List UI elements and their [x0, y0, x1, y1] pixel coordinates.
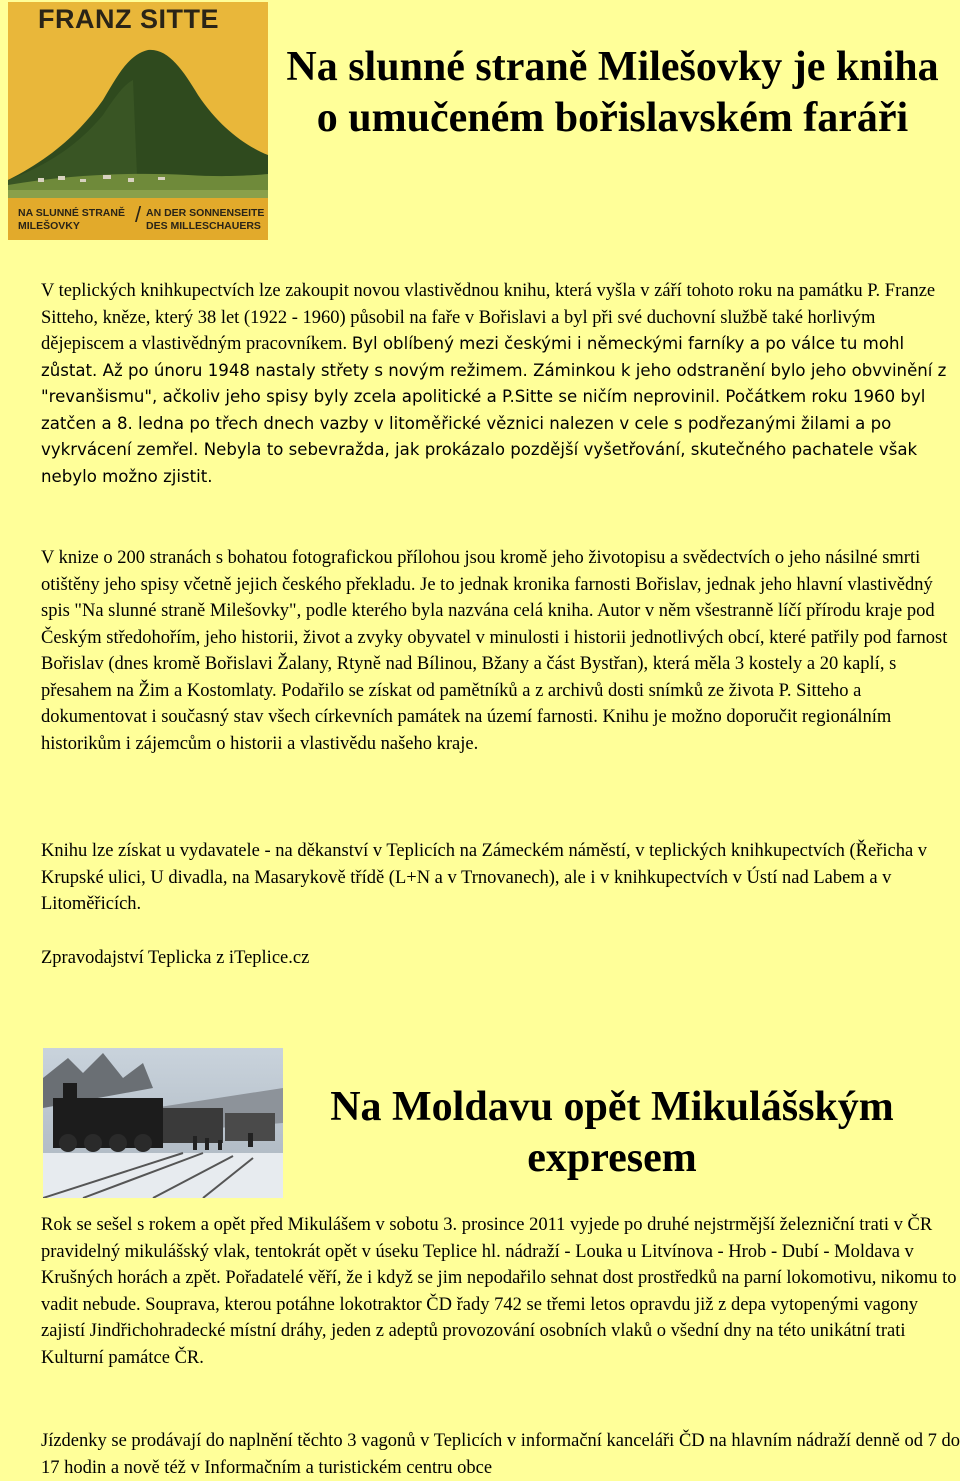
- cover-subtitle-de-line1: AN DER SONNENSEITE: [146, 207, 265, 219]
- article-title-moldava: Na Moldavu opět Mikulášským expresem: [330, 1084, 894, 1181]
- article-title-milesovka: Na slunné straně Milešovky je kniha o umučeném bořislavském faráři: [286, 44, 939, 141]
- article1-paragraph-2: V knize o 200 stranách s bohatou fotografickou přílohou jsou kromě jeho životopisu a svědectvích o jeho násilné smrti otištěny jeho spisy včetně jejich českého překladu. Je to jednak kronika farnosti Bořislav, jednak jeho hlavní vlastivědný spis "Na slunné straně Milešovky", podle kterého byla nazvána celá kniha. Autor v něm všestranně líčí přírodu kraje pod Českým středohořím, jeho historii, život a zvyky obyvatel v minulosti i historii jednotlivých obcí, které patřily pod farnost Bořislav (dnes kromě Bořislavi Žalany, Rtyně nad Bílinou, Bžany a část Bystřan), která měla 3 kostely a 20 kaplí, s přesahem na Žim a Kostomlaty. Podařilo se získat od pamětníků a z archivů dosti snímků ze života P. Sitteho a dokumentovat i současný stav všech církevních památek na území farnosti. Knihu je možno doporučit regionálním historikům i zájemcům o historii a vlastivědu našeho kraje.: [41, 548, 948, 754]
- milesovka-hill-illustration: [8, 40, 268, 200]
- cover-author: FRANZ SITTE: [38, 4, 219, 34]
- train-photo: [43, 1048, 283, 1198]
- cover-subtitle-de-line2: DES MILLESCHAUERS: [146, 220, 261, 232]
- article1-paragraph-1: [41, 278, 960, 490]
- cover-subtitle-german: [146, 207, 264, 233]
- cover-slash: /: [135, 202, 142, 227]
- article2-paragraph-2: Jízdenky se prodávají do naplnění těchto 3 vagonů v Teplicích v informační kanceláři ČD na hlavním nádraží denně od 7 do 17 hodin a nově též v Informačním a turistickém centru obce: [41, 1431, 960, 1478]
- book-cover-image: [8, 2, 268, 240]
- article1-source: Zpravodajství Teplicka z iTeplice.cz: [41, 948, 310, 968]
- article1-paragraph-3: Knihu lze získat u vydavatele - na děkanství v Teplicích na Zámeckém náměstí, v teplických knihkupectvích (Řeřicha v Krupské ulici, U divadla, na Masarykově třídě (L+N a v Trnovanech), ale i v knihkupectvích v Ústí nad Labem a v Litoměřicích.: [41, 841, 928, 914]
- cover-subtitle-czech: [18, 207, 125, 233]
- article1-paragraph-1-part2: Byl oblíbený mezi českými i německými farníky a po válce tu mohl zůstat. Až po únoru 1948 nastaly střety s novým režimem. Záminkou k jeho odstranění bylo jeho obvvinění z "revanšismu", ačkoliv jeho spisy byly zcela apolitické a P.Sitte se ničím neprovinil. Počátkem roku 1960 byl zatčen a 8. ledna po třech dnech vazby v litoměřické věznici nalezen v cele s podřezanými žilami a po vykrvácení zemřel. Nebyla to sebevražda, jak prokázalo pozdější vyšetřování, skutečného pachatele však nebylo možno zjistit.: [41, 334, 947, 486]
- cover-subtitle-cz-line1: NA SLUNNÉ STRANĚ: [18, 207, 125, 219]
- cover-subtitle-cz-line2: MILEŠOVKY: [18, 220, 80, 232]
- article2-paragraph-1: Rok se sešel s rokem a opět před Mikulášem v sobotu 3. prosince 2011 vyjede po druhé nejstrmější železniční trati v ČR pravidelný mikulášský vlak, tentokrát opět v úseku Teplice hl. nádraží - Louka u Litvínova - Hrob - Dubí - Moldava v Krušných horách a zpět. Pořadatelé věří, že i když se jim nepodařilo sehnat dost prostředků na parní lokomotivu, nikomu to vadit nebude. Souprava, kterou potáhne lokotraktor ČD řady 742 se třemi letos opravdu již z depa vytopenými vagony zajistí Jindřichohradecké místní dráhy, jeden z adeptů provozování osobních vlaků o všední dny na této unikátní trati Kulturní památce ČR.: [41, 1215, 957, 1368]
- article1-paragraph-1-part1: V teplických knihkupectvích lze zakoupit novou vlastivědnou knihu, která vyšla v září tohoto roku na památku P. Franze Sitteho, kněze, který 38 let (1922 - 1960) působil na faře v Bořislavi a byl při své duchovní službě také horlivým dějepiscem a vlastivědným pracovníkem.: [41, 281, 936, 354]
